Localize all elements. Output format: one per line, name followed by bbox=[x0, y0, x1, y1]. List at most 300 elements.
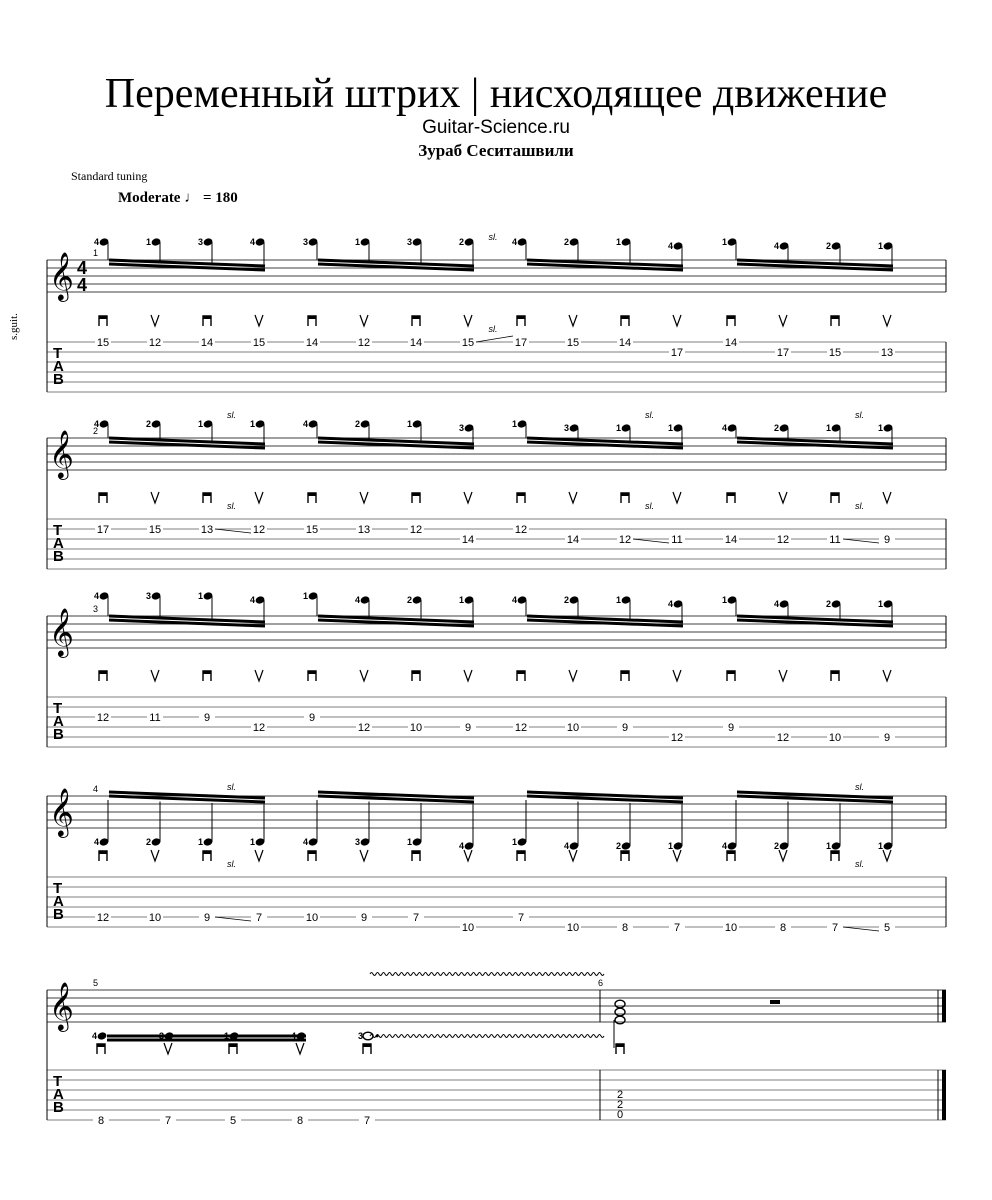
measure-number: 6 bbox=[598, 978, 604, 988]
measure-number: 5 bbox=[93, 978, 99, 988]
up-stroke-icon bbox=[296, 1043, 304, 1054]
measure-number: 1 bbox=[93, 248, 99, 258]
tab-fret-number: 14 bbox=[724, 337, 738, 349]
finger-number: 3 bbox=[564, 423, 570, 433]
down-stroke-icon bbox=[621, 493, 629, 503]
down-stroke-bar bbox=[363, 1044, 371, 1047]
tab-clef-letter: T bbox=[53, 700, 63, 717]
down-stroke-icon bbox=[229, 1044, 237, 1054]
down-stroke-icon bbox=[308, 493, 316, 503]
finger-number: 3 bbox=[358, 1031, 364, 1041]
tab-fret-number: 15 bbox=[566, 337, 580, 349]
up-stroke-icon bbox=[779, 670, 787, 681]
tab-fret-number: 7 bbox=[164, 1115, 172, 1127]
tab-fret-number: 9 bbox=[360, 912, 368, 924]
tab-fret-number: 14 bbox=[618, 337, 632, 349]
tab-fret-number: 9 bbox=[203, 912, 211, 924]
up-stroke-icon bbox=[883, 492, 891, 503]
finger-number: 1 bbox=[878, 241, 884, 251]
tab-fret-number: 10 bbox=[148, 912, 162, 924]
author-name: Зураб Сеситашвили bbox=[418, 141, 574, 160]
tempo-word: Moderate bbox=[118, 190, 181, 206]
finger-number: 1 bbox=[826, 841, 832, 851]
tab-fret-number: 7 bbox=[363, 1115, 371, 1127]
down-stroke-icon bbox=[412, 493, 420, 503]
down-stroke-bar bbox=[308, 316, 316, 319]
tab-fret-number: 10 bbox=[828, 732, 842, 744]
finger-number: 2 bbox=[407, 595, 413, 605]
tab-fret-number: 8 bbox=[296, 1115, 304, 1127]
up-stroke-icon bbox=[464, 492, 472, 503]
finger-number: 1 bbox=[512, 419, 518, 429]
tab-fret-number: 17 bbox=[776, 347, 790, 359]
down-stroke-icon bbox=[412, 851, 420, 861]
up-stroke-icon bbox=[255, 670, 263, 681]
treble-clef-icon: 𝄞 bbox=[49, 982, 74, 1029]
finger-number: 3 bbox=[159, 1031, 165, 1041]
tab-fret-number: 12 bbox=[409, 524, 423, 536]
down-stroke-bar bbox=[308, 493, 316, 496]
tab-fret-number: 12 bbox=[357, 722, 371, 734]
down-stroke-bar bbox=[229, 1044, 237, 1047]
tab-fret-number: 14 bbox=[409, 337, 423, 349]
chord-half-note bbox=[615, 1000, 625, 1008]
slide-line bbox=[843, 539, 879, 543]
tab-fret-number: 14 bbox=[566, 534, 580, 546]
finger-number: 2 bbox=[564, 595, 570, 605]
finger-number: 1 bbox=[878, 423, 884, 433]
tab-fret-number: 12 bbox=[96, 912, 110, 924]
down-stroke-icon bbox=[621, 851, 629, 861]
tab-fret-number: 7 bbox=[831, 922, 839, 934]
down-stroke-bar bbox=[616, 1044, 624, 1047]
up-stroke-icon bbox=[151, 315, 159, 326]
up-stroke-icon bbox=[360, 492, 368, 503]
slide-label: sl. bbox=[855, 410, 864, 420]
tab-clef-letter: B bbox=[53, 371, 64, 388]
tab-fret-number: 15 bbox=[461, 337, 475, 349]
finger-number: 1 bbox=[616, 237, 622, 247]
time-signature-top: 4 bbox=[77, 258, 88, 278]
tab-fret-number: 9 bbox=[464, 722, 472, 734]
tab-fret-number: 14 bbox=[305, 337, 319, 349]
finger-number: 4 bbox=[250, 595, 256, 605]
finger-number: 1 bbox=[878, 599, 884, 609]
tab-fret-number: 9 bbox=[883, 732, 891, 744]
down-stroke-icon bbox=[203, 493, 211, 503]
up-stroke-icon bbox=[673, 850, 681, 861]
finger-number: 1 bbox=[407, 837, 413, 847]
note-head bbox=[97, 1031, 108, 1041]
down-stroke-bar bbox=[99, 851, 107, 854]
finger-number: 2 bbox=[459, 237, 465, 247]
finger-number: 4 bbox=[303, 837, 309, 847]
tab-fret-number: 13 bbox=[200, 524, 214, 536]
finger-number: 4 bbox=[668, 599, 674, 609]
finger-number: 4 bbox=[94, 591, 100, 601]
tab-fret-number: 13 bbox=[880, 347, 894, 359]
tab-fret-number: 7 bbox=[255, 912, 263, 924]
finger-number: 4 bbox=[774, 241, 780, 251]
finger-number: 1 bbox=[146, 237, 152, 247]
down-stroke-icon bbox=[831, 671, 839, 681]
finger-number: 1 bbox=[826, 423, 832, 433]
finger-number: 1 bbox=[355, 237, 361, 247]
down-stroke-icon bbox=[308, 851, 316, 861]
tab-fret-number: 12 bbox=[670, 732, 684, 744]
slide-label: sl. bbox=[227, 782, 236, 792]
tab-fret-number: 10 bbox=[566, 722, 580, 734]
down-stroke-bar bbox=[727, 671, 735, 674]
tab-fret-number: 7 bbox=[673, 922, 681, 934]
treble-clef-icon: 𝄞 bbox=[49, 430, 74, 477]
down-stroke-icon bbox=[97, 1044, 105, 1054]
up-stroke-icon bbox=[779, 315, 787, 326]
tab-fret-number: 11 bbox=[671, 534, 683, 546]
finger-number: 4 bbox=[512, 237, 518, 247]
tab-clef-letter: B bbox=[53, 906, 64, 923]
down-stroke-bar bbox=[99, 493, 107, 496]
tab-clef-letter: A bbox=[53, 535, 64, 552]
finger-number: 4 bbox=[94, 419, 100, 429]
tab-fret-number: 15 bbox=[96, 337, 110, 349]
down-stroke-icon bbox=[727, 851, 735, 861]
finger-number: 4 bbox=[722, 841, 728, 851]
vibrato-line bbox=[370, 1035, 604, 1038]
up-stroke-icon bbox=[164, 1043, 172, 1054]
up-stroke-icon bbox=[779, 850, 787, 861]
up-stroke-icon bbox=[360, 850, 368, 861]
tab-fret-number: 14 bbox=[461, 534, 475, 546]
tab-fret-number: 12 bbox=[96, 712, 110, 724]
tab-fret-number: 10 bbox=[409, 722, 423, 734]
finger-number: 1 bbox=[512, 837, 518, 847]
finger-number: 1 bbox=[250, 837, 256, 847]
tab-fret-number: 12 bbox=[776, 732, 790, 744]
tab-fret-number: 13 bbox=[357, 524, 371, 536]
finger-number: 4 bbox=[668, 241, 674, 251]
instrument-label: s.guit. bbox=[8, 313, 20, 340]
finger-number: 4 bbox=[92, 1031, 98, 1041]
up-stroke-icon bbox=[779, 492, 787, 503]
down-stroke-bar bbox=[308, 671, 316, 674]
tab-fret-number: 15 bbox=[252, 337, 266, 349]
down-stroke-bar bbox=[203, 316, 211, 319]
slide-label: sl. bbox=[855, 501, 864, 511]
vibrato-line bbox=[370, 973, 604, 976]
site-name: Guitar-Science.ru bbox=[422, 117, 570, 138]
down-stroke-bar bbox=[203, 851, 211, 854]
down-stroke-bar bbox=[99, 316, 107, 319]
tab-clef-letter: T bbox=[53, 880, 63, 897]
finger-number: 4 bbox=[722, 423, 728, 433]
slide-label: sl. bbox=[488, 232, 498, 242]
down-stroke-icon bbox=[517, 851, 525, 861]
slide-label: sl. bbox=[855, 859, 864, 869]
down-stroke-bar bbox=[203, 671, 211, 674]
chord-fret-number: 2 bbox=[616, 1099, 624, 1111]
up-stroke-icon bbox=[883, 670, 891, 681]
up-stroke-icon bbox=[569, 670, 577, 681]
down-stroke-icon bbox=[99, 316, 107, 326]
chord-half-note bbox=[615, 1016, 625, 1024]
up-stroke-icon bbox=[464, 315, 472, 326]
down-stroke-bar bbox=[203, 493, 211, 496]
tab-fret-number: 11 bbox=[149, 712, 161, 724]
tab-fret-number: 15 bbox=[828, 347, 842, 359]
finger-number: 2 bbox=[146, 837, 152, 847]
tab-fret-number: 10 bbox=[566, 922, 580, 934]
down-stroke-bar bbox=[831, 851, 839, 854]
down-stroke-icon bbox=[831, 316, 839, 326]
tab-fret-number: 11 bbox=[829, 534, 841, 546]
finger-number: 1 bbox=[668, 423, 674, 433]
tab-fret-number: 8 bbox=[97, 1115, 105, 1127]
down-stroke-bar bbox=[727, 851, 735, 854]
finger-number: 2 bbox=[774, 423, 780, 433]
down-stroke-bar bbox=[831, 671, 839, 674]
slide-line bbox=[215, 529, 251, 533]
finger-number: 1 bbox=[722, 595, 728, 605]
finger-number: 4 bbox=[291, 1031, 297, 1041]
down-stroke-bar bbox=[97, 1044, 105, 1047]
chord-half-note bbox=[615, 1008, 625, 1016]
tab-fret-number: 12 bbox=[776, 534, 790, 546]
tab-clef-letter: T bbox=[53, 1073, 63, 1090]
up-stroke-icon bbox=[464, 850, 472, 861]
finger-number: 4 bbox=[250, 237, 256, 247]
finger-number: 1 bbox=[303, 591, 309, 601]
tab-fret-number: 10 bbox=[461, 922, 475, 934]
measure-number: 4 bbox=[93, 784, 99, 794]
score-title: Переменный штрих | нисходящее движение bbox=[104, 71, 888, 117]
up-stroke-icon bbox=[883, 850, 891, 861]
slide-line bbox=[215, 917, 251, 921]
finger-number: 1 bbox=[198, 419, 204, 429]
finger-number: 3 bbox=[355, 837, 361, 847]
half-note-head bbox=[363, 1032, 373, 1040]
tab-fret-number: 7 bbox=[412, 912, 420, 924]
down-stroke-icon bbox=[517, 316, 525, 326]
down-stroke-bar bbox=[517, 851, 525, 854]
tab-fret-number: 9 bbox=[727, 722, 735, 734]
slide-label: sl. bbox=[227, 501, 236, 511]
treble-clef-icon: 𝄞 bbox=[49, 608, 74, 655]
down-stroke-icon bbox=[621, 671, 629, 681]
measure-number: 3 bbox=[93, 604, 99, 614]
down-stroke-icon bbox=[412, 671, 420, 681]
down-stroke-bar bbox=[621, 316, 629, 319]
finger-number: 3 bbox=[459, 423, 465, 433]
up-stroke-icon bbox=[360, 670, 368, 681]
up-stroke-icon bbox=[569, 850, 577, 861]
finger-number: 4 bbox=[303, 419, 309, 429]
tab-fret-number: 15 bbox=[148, 524, 162, 536]
finger-number: 3 bbox=[303, 237, 309, 247]
finger-number: 2 bbox=[826, 599, 832, 609]
tab-clef-letter: A bbox=[53, 713, 64, 730]
treble-clef-icon: 𝄞 bbox=[49, 788, 74, 835]
slide-line bbox=[633, 539, 669, 543]
time-signature-bottom: 4 bbox=[77, 275, 88, 295]
down-stroke-icon bbox=[308, 316, 316, 326]
down-stroke-icon bbox=[727, 493, 735, 503]
slide-label: sl. bbox=[227, 410, 236, 420]
up-stroke-icon bbox=[569, 315, 577, 326]
finger-number: 3 bbox=[407, 237, 413, 247]
down-stroke-bar bbox=[727, 493, 735, 496]
finger-number: 4 bbox=[564, 841, 570, 851]
tab-clef-letter: B bbox=[53, 1099, 64, 1116]
finger-number: 1 bbox=[616, 423, 622, 433]
down-stroke-bar bbox=[727, 316, 735, 319]
slide-label: sl. bbox=[645, 410, 654, 420]
up-stroke-icon bbox=[255, 492, 263, 503]
finger-number: 4 bbox=[94, 237, 100, 247]
down-stroke-bar bbox=[517, 493, 525, 496]
tab-fret-number: 8 bbox=[779, 922, 787, 934]
finger-number: 4 bbox=[774, 599, 780, 609]
finger-number: 1 bbox=[668, 841, 674, 851]
down-stroke-icon bbox=[203, 851, 211, 861]
down-stroke-bar bbox=[517, 671, 525, 674]
finger-number: 2 bbox=[826, 241, 832, 251]
down-stroke-icon bbox=[99, 851, 107, 861]
finger-number: 1 bbox=[459, 595, 465, 605]
down-stroke-icon bbox=[831, 851, 839, 861]
up-stroke-icon bbox=[883, 315, 891, 326]
down-stroke-bar bbox=[621, 851, 629, 854]
finger-number: 3 bbox=[146, 591, 152, 601]
down-stroke-icon bbox=[308, 671, 316, 681]
slide-line bbox=[476, 336, 513, 342]
down-stroke-bar bbox=[99, 671, 107, 674]
up-stroke-icon bbox=[255, 850, 263, 861]
down-stroke-bar bbox=[308, 851, 316, 854]
tab-fret-number: 9 bbox=[203, 712, 211, 724]
slide-line bbox=[843, 927, 879, 931]
quarter-note-icon: ♩ bbox=[184, 190, 200, 206]
up-stroke-icon bbox=[673, 670, 681, 681]
finger-number: 2 bbox=[564, 237, 570, 247]
tab-fret-number: 17 bbox=[96, 524, 110, 536]
slide-label: sl. bbox=[645, 501, 654, 511]
down-stroke-icon bbox=[831, 493, 839, 503]
down-stroke-bar bbox=[831, 316, 839, 319]
slide-label: sl. bbox=[227, 859, 236, 869]
down-stroke-bar bbox=[621, 493, 629, 496]
measure-number: 2 bbox=[93, 426, 99, 436]
up-stroke-icon bbox=[464, 670, 472, 681]
tab-clef-letter: T bbox=[53, 345, 63, 362]
down-stroke-bar bbox=[517, 316, 525, 319]
tab-fret-number: 12 bbox=[148, 337, 162, 349]
up-stroke-icon bbox=[673, 492, 681, 503]
up-stroke-icon bbox=[255, 315, 263, 326]
tab-clef-letter: B bbox=[53, 548, 64, 565]
up-stroke-icon bbox=[569, 492, 577, 503]
finger-number: 4 bbox=[94, 837, 100, 847]
down-stroke-bar bbox=[412, 493, 420, 496]
tab-fret-number: 12 bbox=[357, 337, 371, 349]
chord-fret-number: 0 bbox=[616, 1109, 624, 1121]
finger-number: 1 bbox=[224, 1031, 230, 1041]
down-stroke-icon bbox=[203, 671, 211, 681]
tab-fret-number: 12 bbox=[252, 524, 266, 536]
down-stroke-icon bbox=[727, 671, 735, 681]
final-barline-thick bbox=[942, 990, 946, 1022]
down-stroke-bar bbox=[412, 851, 420, 854]
finger-number: 2 bbox=[774, 841, 780, 851]
tab-fret-number: 10 bbox=[305, 912, 319, 924]
finger-number: 1 bbox=[878, 841, 884, 851]
tab-clef-letter: B bbox=[53, 726, 64, 743]
down-stroke-icon bbox=[363, 1044, 371, 1054]
down-stroke-icon bbox=[203, 316, 211, 326]
down-stroke-icon bbox=[616, 1044, 624, 1054]
down-stroke-icon bbox=[99, 671, 107, 681]
finger-number: 1 bbox=[722, 237, 728, 247]
tab-clef-letter: T bbox=[53, 522, 63, 539]
down-stroke-icon bbox=[412, 316, 420, 326]
down-stroke-bar bbox=[412, 671, 420, 674]
tab-fret-number: 12 bbox=[252, 722, 266, 734]
tab-fret-number: 17 bbox=[670, 347, 684, 359]
finger-number: 2 bbox=[146, 419, 152, 429]
tuning-label: Standard tuning bbox=[71, 169, 148, 183]
finger-number: 4 bbox=[459, 841, 465, 851]
tempo-value: = 180 bbox=[202, 190, 238, 206]
finger-number: 1 bbox=[407, 419, 413, 429]
tab-fret-number: 12 bbox=[514, 722, 528, 734]
finger-number: 4 bbox=[512, 595, 518, 605]
tab-fret-number: 5 bbox=[883, 922, 891, 934]
chord-fret-number: 2 bbox=[616, 1089, 624, 1101]
tab-fret-number: 10 bbox=[724, 922, 738, 934]
tab-fret-number: 7 bbox=[517, 912, 525, 924]
tab-clef-letter: A bbox=[53, 1086, 64, 1103]
tab-fret-number: 17 bbox=[514, 337, 528, 349]
finger-number: 2 bbox=[355, 419, 361, 429]
down-stroke-bar bbox=[621, 671, 629, 674]
tab-clef-letter: A bbox=[53, 893, 64, 910]
tab-fret-number: 14 bbox=[200, 337, 214, 349]
tab-fret-number: 9 bbox=[308, 712, 316, 724]
down-stroke-icon bbox=[621, 316, 629, 326]
tab-fret-number: 5 bbox=[229, 1115, 237, 1127]
tab-fret-number: 8 bbox=[621, 922, 629, 934]
up-stroke-icon bbox=[151, 670, 159, 681]
treble-clef-icon: 𝄞 bbox=[49, 252, 74, 299]
tab-fret-number: 14 bbox=[724, 534, 738, 546]
tab-fret-number: 15 bbox=[305, 524, 319, 536]
finger-number: 1 bbox=[198, 591, 204, 601]
half-rest-icon bbox=[770, 1000, 780, 1004]
up-stroke-icon bbox=[360, 315, 368, 326]
tab-clef-letter: A bbox=[53, 358, 64, 375]
down-stroke-bar bbox=[831, 493, 839, 496]
tab-fret-number: 12 bbox=[618, 534, 632, 546]
finger-number: 1 bbox=[198, 837, 204, 847]
finger-number: 3 bbox=[198, 237, 204, 247]
tab-fret-number: 12 bbox=[514, 524, 528, 536]
tab-fret-number: 9 bbox=[621, 722, 629, 734]
down-stroke-icon bbox=[99, 493, 107, 503]
tab-fret-number: 9 bbox=[883, 534, 891, 546]
slide-label: sl. bbox=[855, 782, 864, 792]
finger-number: 1 bbox=[616, 595, 622, 605]
finger-number: 4 bbox=[355, 595, 361, 605]
